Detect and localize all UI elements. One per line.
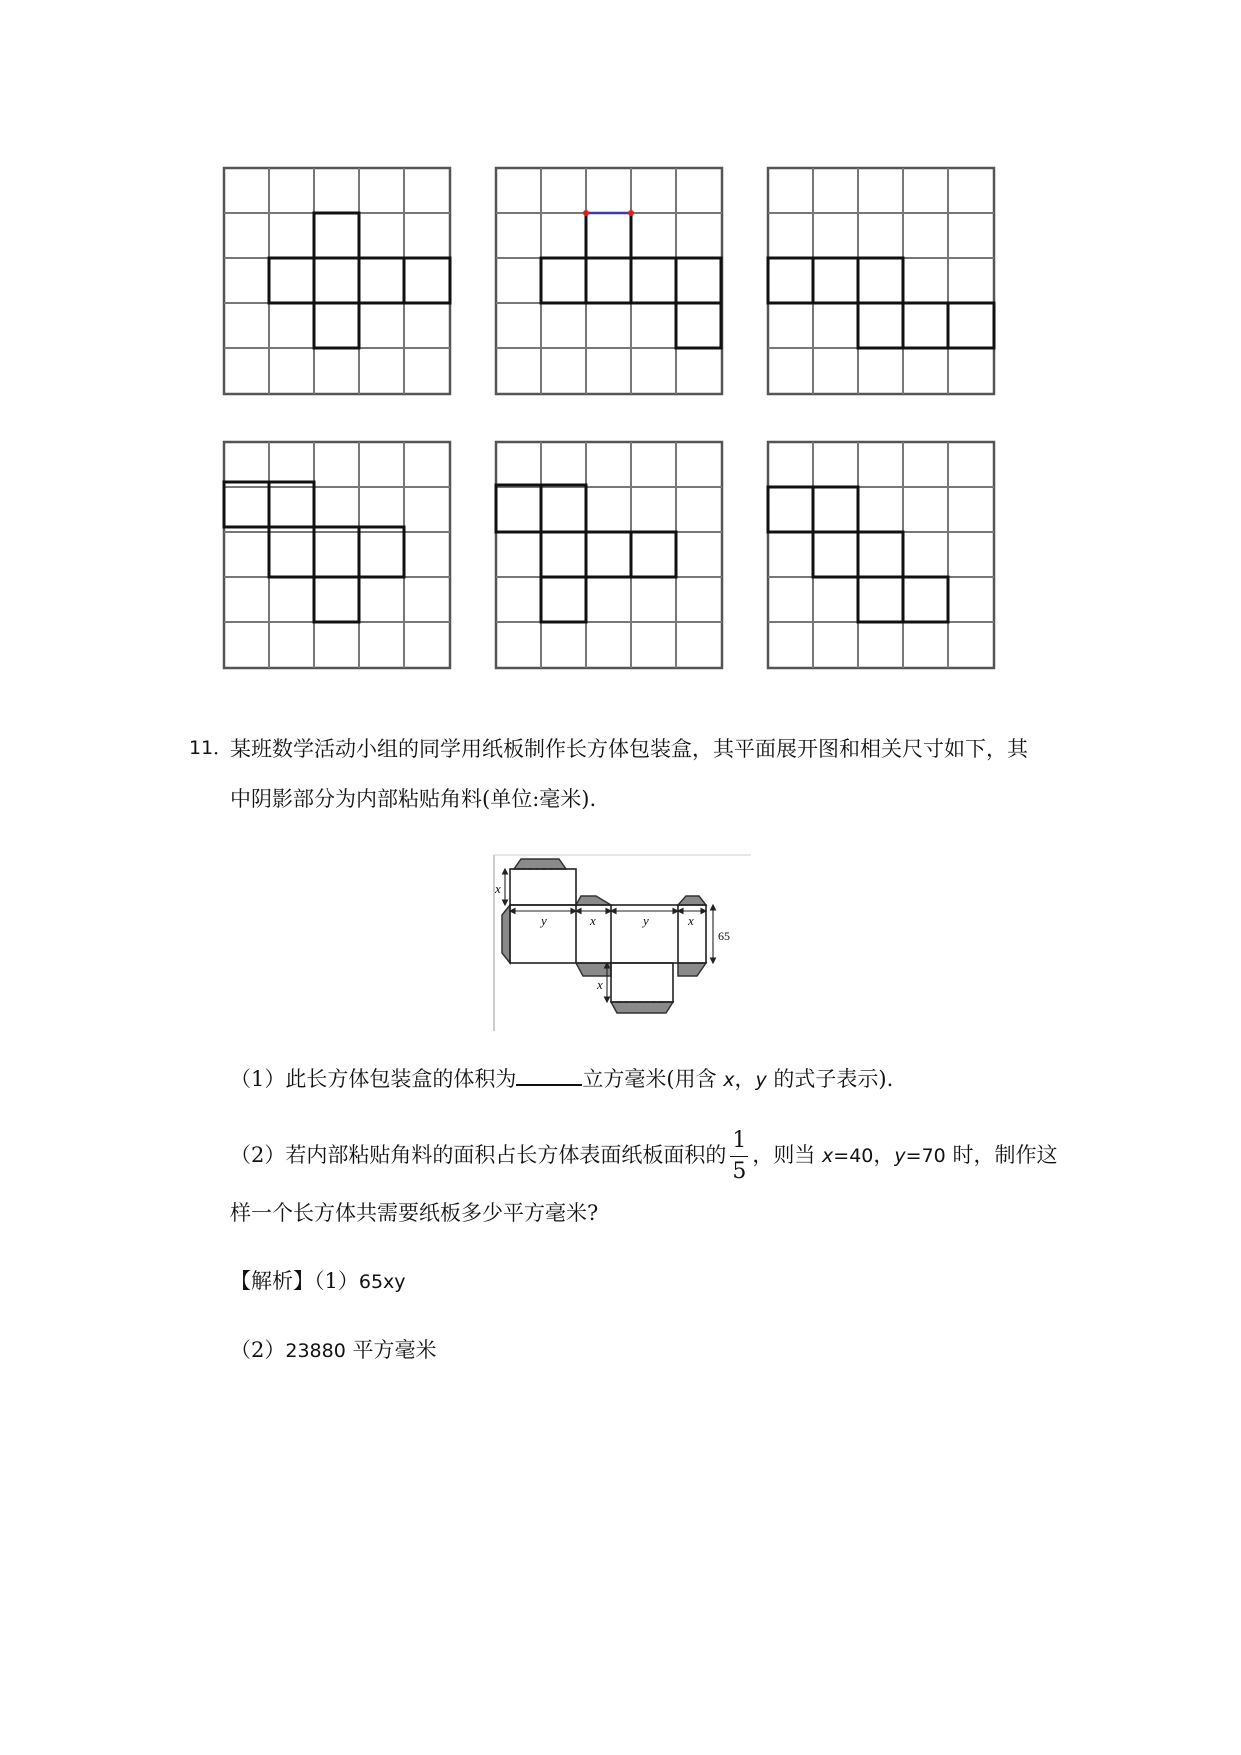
part2-mid-b: 时，制作这 <box>945 1143 1058 1167</box>
fraction-numerator: 1 <box>730 1130 748 1157</box>
label-x-bottom: x <box>597 977 603 992</box>
cube-net-grid-1 <box>222 166 454 398</box>
question-number: 11． <box>189 737 233 759</box>
answer-part2-unit: 平方毫米 <box>345 1338 437 1362</box>
part1-suffix-b: 的式子表示). <box>766 1067 894 1091</box>
cube-net-grid-6 <box>766 440 998 672</box>
part1-prefix: （1）此长方体包装盒的体积为 <box>230 1067 517 1091</box>
part2-comma: ， <box>873 1143 895 1167</box>
answer-line1 <box>230 1265 406 1295</box>
grid-1-drawing <box>222 166 454 398</box>
question-text-line2: 中阴影部分为内部粘贴角料(单位:毫米). <box>230 787 597 811</box>
answer-part2-value: 23880 <box>285 1340 346 1362</box>
part2-var-y: y <box>894 1145 906 1167</box>
answer-part1-prefix: （1） <box>314 1269 359 1293</box>
grid-3-drawing <box>766 166 998 398</box>
cube-net-grid-3 <box>766 166 998 398</box>
part2-prefix: （2）若内部粘贴角料的面积占长方体表面纸板面积的 <box>230 1143 727 1167</box>
cube-net-grid-4 <box>222 440 454 672</box>
part2-var-x: x <box>822 1145 834 1167</box>
answer-line2 <box>230 1334 437 1364</box>
fraction-one-fifth <box>730 1130 748 1183</box>
grid-6-drawing <box>766 440 998 672</box>
grid-4-drawing <box>222 440 454 672</box>
part1-var-y: y <box>755 1069 767 1091</box>
part1-var-x: x <box>723 1069 735 1091</box>
label-x-1: x <box>590 913 596 928</box>
part2-question-line2: 样一个长方体共需要纸板多少平方毫米? <box>230 1201 599 1225</box>
answer-blank <box>516 1066 582 1086</box>
cube-net-grid-5 <box>494 440 726 672</box>
label-y-1: y <box>541 913 547 928</box>
question-text-line1: 某班数学活动小组的同学用纸板制作长方体包装盒，其平面展开图和相关尺寸如下，其 <box>230 737 1028 761</box>
part2-mid-a: ，则当 <box>752 1143 823 1167</box>
part2-y-value: =70 <box>905 1145 946 1167</box>
answer-part1-value: 65xy <box>358 1271 406 1293</box>
answer-label: 【解析】 <box>230 1269 314 1293</box>
grid-2-drawing <box>494 166 726 398</box>
part1-question <box>230 1063 893 1093</box>
part1-sep: ， <box>734 1067 756 1091</box>
label-y-2: y <box>643 913 649 928</box>
answer-part2-prefix: （2） <box>230 1338 286 1362</box>
label-x-2: x <box>688 913 694 928</box>
label-x-top: x <box>495 881 501 896</box>
part2-question-line1 <box>230 1130 1057 1183</box>
fraction-denominator: 5 <box>732 1159 747 1184</box>
label-65: 65 <box>718 929 730 943</box>
box-net-figure <box>493 853 751 1031</box>
cube-net-grid-2 <box>494 166 726 398</box>
part1-suffix-a: 立方毫米(用含 <box>582 1067 724 1091</box>
box-net-drawing <box>493 853 751 1031</box>
grid-5-drawing <box>494 440 726 672</box>
part2-x-value: =40 <box>833 1145 874 1167</box>
